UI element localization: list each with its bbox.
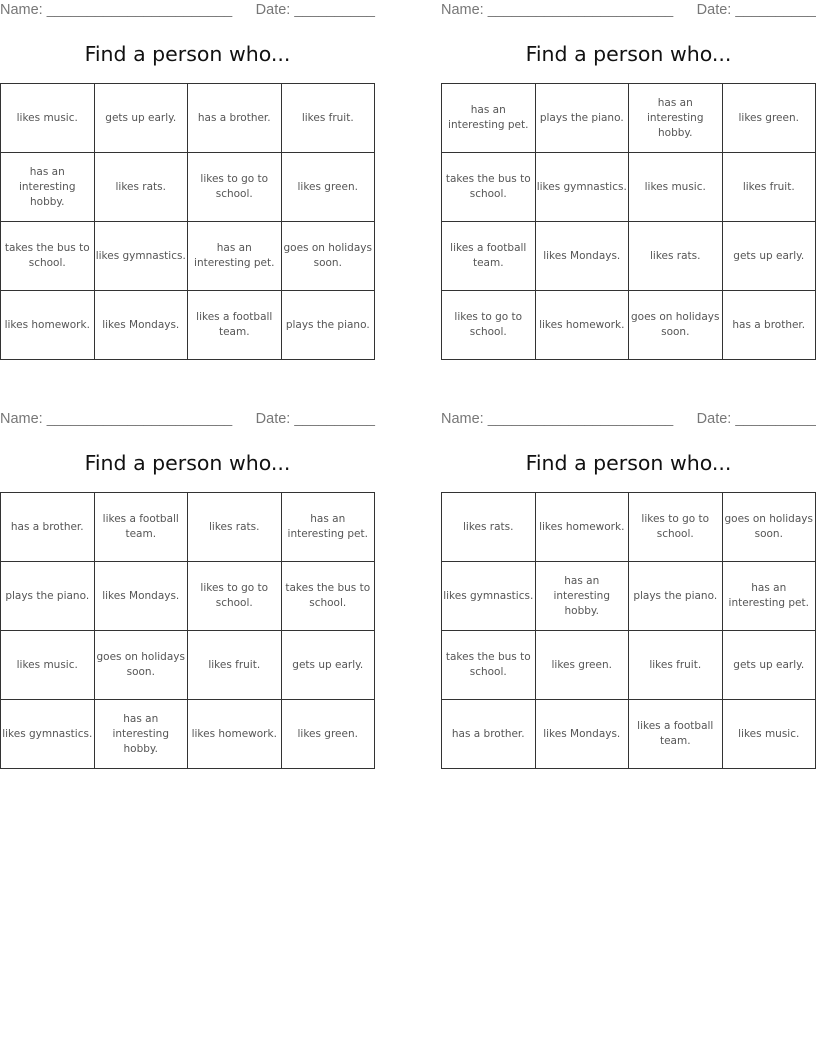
grid-cell: likes music. (722, 700, 816, 769)
grid-cell: has a brother. (188, 84, 282, 153)
bingo-card-3 (0, 409, 375, 755)
grid-cell: likes gymnastics. (1, 700, 95, 769)
grid-cell: likes Mondays. (535, 222, 629, 291)
grid-cell: likes rats. (629, 222, 723, 291)
grid-cell: has an interesting pet. (281, 493, 375, 562)
grid-cell: goes on holidays soon. (281, 222, 375, 291)
grid-row (1, 493, 375, 562)
grid-cell: has a brother. (442, 700, 536, 769)
card-title: Find a person who... (84, 42, 291, 66)
date-line: Date: __________ (696, 2, 816, 18)
date-line: Date: __________ (255, 411, 375, 427)
grid-cell: plays the piano. (629, 562, 723, 631)
name-line: Name: _______________________ (0, 411, 233, 427)
name-date-row (441, 409, 816, 429)
grid-cell: likes homework. (188, 700, 282, 769)
grid-cell: likes homework. (1, 291, 95, 360)
bingo-card-4 (441, 409, 816, 747)
grid-cell: likes rats. (188, 493, 282, 562)
bingo-grid (441, 83, 816, 360)
card-title: Find a person who... (525, 451, 732, 475)
grid-cell: likes a football team. (94, 493, 188, 562)
grid-cell: likes to go to school. (188, 562, 282, 631)
grid-row (442, 153, 816, 222)
grid-row (442, 84, 816, 153)
grid-row (442, 222, 816, 291)
grid-row (1, 562, 375, 631)
name-date-row (0, 0, 375, 20)
grid-cell: takes the bus to school. (281, 562, 375, 631)
card-title: Find a person who... (525, 42, 732, 66)
grid-cell: likes fruit. (629, 631, 723, 700)
grid-cell: likes to go to school. (442, 291, 536, 360)
grid-cell: gets up early. (94, 84, 188, 153)
grid-cell: has an interesting hobby. (1, 153, 95, 222)
grid-cell: gets up early. (281, 631, 375, 700)
grid-cell: likes green. (722, 84, 816, 153)
grid-row (442, 700, 816, 769)
grid-cell: likes a football team. (188, 291, 282, 360)
grid-row (1, 222, 375, 291)
name-line: Name: _______________________ (441, 2, 674, 18)
grid-cell: plays the piano. (281, 291, 375, 360)
grid-cell: likes rats. (94, 153, 188, 222)
grid-cell: likes rats. (442, 493, 536, 562)
grid-cell: likes a football team. (442, 222, 536, 291)
grid-cell: likes Mondays. (94, 562, 188, 631)
grid-row (442, 291, 816, 360)
grid-row (442, 631, 816, 700)
grid-cell: has an interesting pet. (442, 84, 536, 153)
grid-row (442, 562, 816, 631)
grid-cell: gets up early. (722, 631, 816, 700)
name-date-row (441, 0, 816, 20)
grid-cell: plays the piano. (1, 562, 95, 631)
grid-cell: likes music. (1, 631, 95, 700)
grid-cell: likes green. (281, 700, 375, 769)
grid-cell: has a brother. (1, 493, 95, 562)
name-date-row (0, 409, 375, 429)
grid-cell: likes green. (281, 153, 375, 222)
grid-cell: has an interesting hobby. (94, 700, 188, 769)
grid-row (1, 631, 375, 700)
grid-cell: goes on holidays soon. (629, 291, 723, 360)
grid-cell: has a brother. (722, 291, 816, 360)
grid-cell: plays the piano. (535, 84, 629, 153)
name-line: Name: _______________________ (0, 2, 233, 18)
grid-cell: has an interesting pet. (722, 562, 816, 631)
grid-cell: likes homework. (535, 493, 629, 562)
grid-cell: likes Mondays. (94, 291, 188, 360)
grid-cell: likes homework. (535, 291, 629, 360)
bingo-card-2 (441, 0, 816, 338)
bingo-grid (441, 492, 816, 769)
grid-cell: takes the bus to school. (442, 153, 536, 222)
bingo-card-1 (0, 0, 375, 338)
grid-row (442, 493, 816, 562)
grid-cell: has an interesting pet. (188, 222, 282, 291)
grid-cell: likes gymnastics. (442, 562, 536, 631)
card-title: Find a person who... (84, 451, 291, 475)
grid-row (1, 291, 375, 360)
grid-cell: likes to go to school. (629, 493, 723, 562)
grid-cell: likes music. (1, 84, 95, 153)
grid-cell: likes fruit. (722, 153, 816, 222)
grid-cell: goes on holidays soon. (722, 493, 816, 562)
grid-cell: likes to go to school. (188, 153, 282, 222)
grid-cell: has an interesting hobby. (629, 84, 723, 153)
grid-cell: gets up early. (722, 222, 816, 291)
grid-cell: takes the bus to school. (1, 222, 95, 291)
date-line: Date: __________ (696, 411, 816, 427)
grid-cell: goes on holidays soon. (94, 631, 188, 700)
bingo-grid (0, 83, 375, 360)
grid-row (1, 700, 375, 769)
grid-cell: likes fruit. (281, 84, 375, 153)
grid-row (1, 84, 375, 153)
bingo-grid (0, 492, 375, 769)
grid-cell: likes fruit. (188, 631, 282, 700)
grid-cell: likes a football team. (629, 700, 723, 769)
grid-cell: likes Mondays. (535, 700, 629, 769)
grid-cell: likes gymnastics. (94, 222, 188, 291)
grid-cell: has an interesting hobby. (535, 562, 629, 631)
grid-row (1, 153, 375, 222)
grid-cell: likes green. (535, 631, 629, 700)
grid-cell: likes music. (629, 153, 723, 222)
grid-cell: likes gymnastics. (535, 153, 629, 222)
grid-cell: takes the bus to school. (442, 631, 536, 700)
name-line: Name: _______________________ (441, 411, 674, 427)
date-line: Date: __________ (255, 2, 375, 18)
